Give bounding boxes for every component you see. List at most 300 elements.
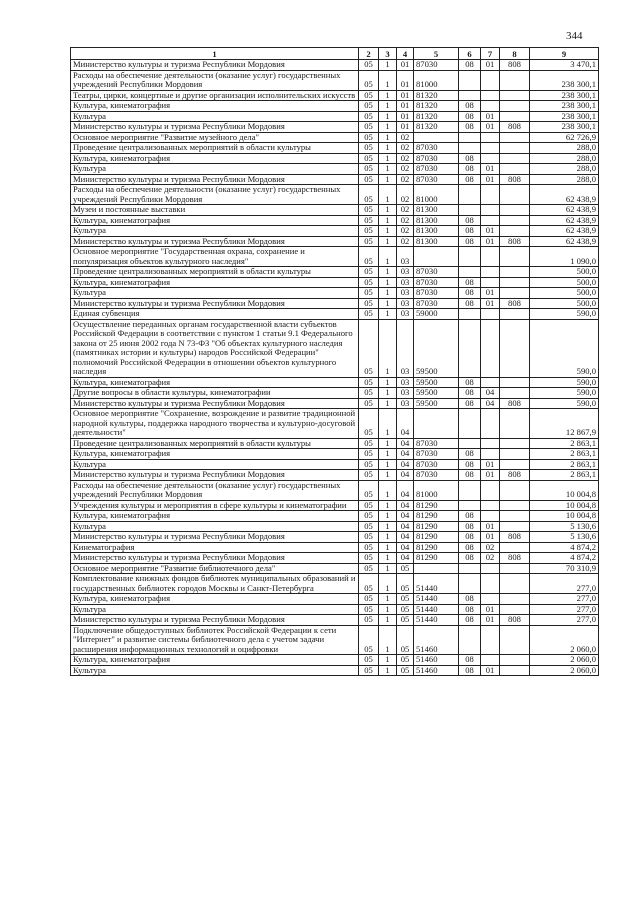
- row-code-8: [500, 111, 530, 122]
- row-name: Культура: [71, 521, 359, 532]
- row-code-8: [500, 288, 530, 299]
- row-code-7: [481, 511, 500, 522]
- row-amount: 500,0: [530, 277, 599, 288]
- row-code-4: 04: [397, 500, 414, 511]
- row-code-2: 05: [359, 655, 379, 666]
- row-code-6: 08: [459, 164, 481, 175]
- row-amount: 62 726,9: [530, 132, 599, 143]
- row-code-2: 05: [359, 122, 379, 133]
- row-code-7: 01: [481, 298, 500, 309]
- row-code-7: [481, 132, 500, 143]
- row-code-5: 81000: [414, 480, 459, 500]
- table-row: [71, 309, 599, 320]
- row-code-5: 59500: [414, 377, 459, 388]
- row-code-8: [500, 90, 530, 101]
- row-code-8: [500, 563, 530, 574]
- row-code-6: 08: [459, 553, 481, 564]
- row-code-2: 05: [359, 409, 379, 439]
- row-code-3: 1: [379, 449, 397, 460]
- row-code-8: 808: [500, 615, 530, 626]
- row-code-4: 05: [397, 665, 414, 676]
- row-name: Театры, цирки, концертные и другие организации исполнительских искусств: [71, 90, 359, 101]
- row-code-7: [481, 438, 500, 449]
- row-name: Культура: [71, 226, 359, 237]
- row-code-8: [500, 132, 530, 143]
- row-code-7: [481, 500, 500, 511]
- row-code-8: [500, 574, 530, 594]
- row-code-3: 1: [379, 143, 397, 154]
- row-code-2: 05: [359, 215, 379, 226]
- row-code-8: [500, 594, 530, 605]
- row-code-6: [459, 319, 481, 377]
- row-code-4: 03: [397, 267, 414, 278]
- row-name: Культура: [71, 459, 359, 470]
- row-code-4: 01: [397, 60, 414, 71]
- row-name: Кинематография: [71, 542, 359, 553]
- row-code-3: 1: [379, 205, 397, 216]
- row-code-4: 03: [397, 288, 414, 299]
- table-row: [71, 665, 599, 676]
- row-code-6: 08: [459, 277, 481, 288]
- header-row: [71, 48, 599, 60]
- row-name: Культура, кинематография: [71, 449, 359, 460]
- row-amount: 4 874,2: [530, 553, 599, 564]
- row-code-2: 05: [359, 388, 379, 399]
- row-code-5: 87030: [414, 60, 459, 71]
- row-code-2: 05: [359, 665, 379, 676]
- row-code-8: [500, 185, 530, 205]
- row-code-2: 05: [359, 553, 379, 564]
- row-code-4: 03: [397, 319, 414, 377]
- column-header: 4: [397, 48, 414, 60]
- row-name: Единая субвенция: [71, 309, 359, 320]
- row-code-7: [481, 625, 500, 655]
- table-row: [71, 205, 599, 216]
- row-code-2: 05: [359, 70, 379, 90]
- table-row: [71, 70, 599, 90]
- row-code-3: 1: [379, 553, 397, 564]
- row-code-4: 02: [397, 236, 414, 247]
- row-code-4: 04: [397, 511, 414, 522]
- row-name: Культура, кинематография: [71, 594, 359, 605]
- row-amount: 62 438,9: [530, 215, 599, 226]
- row-code-5: 59000: [414, 309, 459, 320]
- table-row: [71, 655, 599, 666]
- row-code-8: [500, 309, 530, 320]
- row-code-5: 87030: [414, 288, 459, 299]
- row-code-7: 01: [481, 122, 500, 133]
- row-code-6: 08: [459, 153, 481, 164]
- row-code-2: 05: [359, 521, 379, 532]
- row-amount: 590,0: [530, 319, 599, 377]
- row-code-7: [481, 594, 500, 605]
- row-code-7: [481, 563, 500, 574]
- row-code-2: 05: [359, 574, 379, 594]
- row-code-4: 02: [397, 143, 414, 154]
- row-code-5: 81000: [414, 185, 459, 205]
- row-code-7: [481, 143, 500, 154]
- row-name: Культура, кинематография: [71, 215, 359, 226]
- table-row: [71, 153, 599, 164]
- row-name: Министерство культуры и туризма Республики Мордовия: [71, 615, 359, 626]
- row-code-7: [481, 247, 500, 267]
- table-row: [71, 398, 599, 409]
- row-code-8: [500, 377, 530, 388]
- row-code-6: 08: [459, 470, 481, 481]
- row-code-3: 1: [379, 563, 397, 574]
- row-code-2: 05: [359, 288, 379, 299]
- row-code-4: 05: [397, 625, 414, 655]
- row-name: Культура, кинематография: [71, 377, 359, 388]
- row-code-5: 81290: [414, 542, 459, 553]
- row-code-3: 1: [379, 185, 397, 205]
- row-code-2: 05: [359, 480, 379, 500]
- row-name: Культура: [71, 604, 359, 615]
- row-code-2: 05: [359, 604, 379, 615]
- row-code-5: [414, 563, 459, 574]
- row-code-8: [500, 388, 530, 399]
- row-code-4: 04: [397, 449, 414, 460]
- row-code-6: 08: [459, 521, 481, 532]
- row-code-2: 05: [359, 298, 379, 309]
- row-code-3: 1: [379, 470, 397, 481]
- row-code-3: 1: [379, 122, 397, 133]
- table-row: [71, 521, 599, 532]
- row-code-7: 01: [481, 521, 500, 532]
- row-name: Другие вопросы в области культуры, кинематографии: [71, 388, 359, 399]
- table-row: [71, 594, 599, 605]
- row-code-2: 05: [359, 470, 379, 481]
- row-code-5: 87030: [414, 470, 459, 481]
- column-header: 8: [500, 48, 530, 60]
- row-amount: 238 300,1: [530, 111, 599, 122]
- column-header: 9: [530, 48, 599, 60]
- table-row: [71, 500, 599, 511]
- row-code-8: 808: [500, 532, 530, 543]
- row-name: Подключение общедоступных библиотек Российской Федерации к сети "Интернет" и развитие системы библиотечного дела с учетом задачи расширения информационных технологий и оцифровки: [71, 625, 359, 655]
- row-amount: 590,0: [530, 398, 599, 409]
- row-amount: 70 310,9: [530, 563, 599, 574]
- row-amount: 500,0: [530, 267, 599, 278]
- row-name: Основное мероприятие "Государственная охрана, сохранение и популяризация объектов культурного наследия": [71, 247, 359, 267]
- column-header: 6: [459, 48, 481, 60]
- row-code-7: 01: [481, 604, 500, 615]
- table-row: [71, 470, 599, 481]
- row-code-2: 05: [359, 532, 379, 543]
- row-name: Осуществление переданных органам государственной власти субъектов Российской Федерации в соответствии с пунктом 1 статьи 9.1 Федерального закона от 25 июня 2002 года N 73-ФЗ "Об объектах культурного наследия (памятниках истории и культуры) народов Российской Федерации" полномочий Российской Федерации в отношении объектов культурного наследия: [71, 319, 359, 377]
- row-code-5: 81290: [414, 511, 459, 522]
- row-code-3: 1: [379, 500, 397, 511]
- row-code-3: 1: [379, 594, 397, 605]
- table-row: [71, 236, 599, 247]
- table-row: [71, 459, 599, 470]
- row-code-7: 01: [481, 459, 500, 470]
- row-code-2: 05: [359, 247, 379, 267]
- row-code-3: 1: [379, 90, 397, 101]
- row-code-6: 08: [459, 236, 481, 247]
- row-code-5: 87030: [414, 459, 459, 470]
- row-code-6: [459, 438, 481, 449]
- row-name: Культура: [71, 288, 359, 299]
- row-code-7: [481, 70, 500, 90]
- row-code-5: 59500: [414, 398, 459, 409]
- row-code-5: 81290: [414, 532, 459, 543]
- row-amount: 2 863,1: [530, 438, 599, 449]
- row-code-6: [459, 132, 481, 143]
- row-code-3: 1: [379, 101, 397, 112]
- row-name: Министерство культуры и туризма Республики Мордовия: [71, 174, 359, 185]
- row-name: Министерство культуры и туризма Республики Мордовия: [71, 60, 359, 71]
- row-code-5: 81000: [414, 70, 459, 90]
- row-code-3: 1: [379, 409, 397, 439]
- row-code-3: 1: [379, 625, 397, 655]
- row-code-2: 05: [359, 60, 379, 71]
- row-code-5: 81300: [414, 236, 459, 247]
- table-row: [71, 480, 599, 500]
- row-amount: 5 130,6: [530, 532, 599, 543]
- row-code-7: [481, 267, 500, 278]
- row-code-8: 808: [500, 60, 530, 71]
- table-row: [71, 563, 599, 574]
- row-code-5: 81300: [414, 226, 459, 237]
- row-code-8: [500, 604, 530, 615]
- row-code-8: [500, 511, 530, 522]
- row-code-2: 05: [359, 511, 379, 522]
- row-code-7: 01: [481, 665, 500, 676]
- row-code-2: 05: [359, 500, 379, 511]
- row-code-6: 08: [459, 215, 481, 226]
- row-amount: 238 300,1: [530, 70, 599, 90]
- row-code-7: 01: [481, 236, 500, 247]
- row-code-5: 81320: [414, 101, 459, 112]
- row-code-8: 808: [500, 470, 530, 481]
- row-code-2: 05: [359, 459, 379, 470]
- table-row: [71, 553, 599, 564]
- row-code-8: 808: [500, 298, 530, 309]
- table-row: [71, 319, 599, 377]
- table-row: [71, 511, 599, 522]
- table-row: [71, 277, 599, 288]
- row-name: Министерство культуры и туризма Республики Мордовия: [71, 532, 359, 543]
- row-code-7: [481, 309, 500, 320]
- row-amount: 500,0: [530, 298, 599, 309]
- table-row: [71, 174, 599, 185]
- row-code-6: [459, 143, 481, 154]
- row-code-3: 1: [379, 655, 397, 666]
- row-code-5: 81290: [414, 553, 459, 564]
- row-name: Основное мероприятие "Сохранение, возрождение и развитие традиционной народной культуры, поддержка народного творчества и культурно-досуговой деятельности": [71, 409, 359, 439]
- row-code-5: 81290: [414, 500, 459, 511]
- row-code-8: [500, 521, 530, 532]
- row-code-6: 08: [459, 665, 481, 676]
- page-number: 344: [566, 30, 583, 42]
- row-code-2: 05: [359, 226, 379, 237]
- row-amount: 3 470,1: [530, 60, 599, 71]
- row-code-3: 1: [379, 511, 397, 522]
- row-code-6: 08: [459, 298, 481, 309]
- row-amount: 500,0: [530, 288, 599, 299]
- row-code-8: [500, 480, 530, 500]
- row-code-4: 02: [397, 153, 414, 164]
- row-amount: 288,0: [530, 174, 599, 185]
- row-amount: 2 060,0: [530, 655, 599, 666]
- row-code-4: 05: [397, 615, 414, 626]
- row-code-3: 1: [379, 615, 397, 626]
- row-code-6: [459, 247, 481, 267]
- table-row: [71, 132, 599, 143]
- row-code-6: [459, 409, 481, 439]
- row-code-4: 04: [397, 532, 414, 543]
- row-code-7: 01: [481, 226, 500, 237]
- row-code-2: 05: [359, 174, 379, 185]
- row-name: Расходы на обеспечение деятельности (оказание услуг) государственных учреждений Республики Мордовия: [71, 70, 359, 90]
- row-code-3: 1: [379, 153, 397, 164]
- row-code-5: [414, 409, 459, 439]
- row-code-4: 03: [397, 247, 414, 267]
- row-code-3: 1: [379, 438, 397, 449]
- row-name: Проведение централизованных мероприятий в области культуры: [71, 143, 359, 154]
- row-amount: 10 004,8: [530, 511, 599, 522]
- row-code-4: 01: [397, 101, 414, 112]
- row-code-8: [500, 153, 530, 164]
- row-code-2: 05: [359, 615, 379, 626]
- row-amount: 1 090,0: [530, 247, 599, 267]
- row-code-6: [459, 90, 481, 101]
- row-code-5: 87030: [414, 164, 459, 175]
- row-amount: 277,0: [530, 604, 599, 615]
- column-header: 3: [379, 48, 397, 60]
- row-code-6: 08: [459, 532, 481, 543]
- row-name: Комплектование книжных фондов библиотек муниципальных образований и государственных библиотек городов Москвы и Санкт-Петербурга: [71, 574, 359, 594]
- row-code-7: [481, 205, 500, 216]
- row-name: Министерство культуры и туризма Республики Мордовия: [71, 236, 359, 247]
- row-code-4: 03: [397, 309, 414, 320]
- row-code-4: 02: [397, 205, 414, 216]
- row-code-4: 03: [397, 388, 414, 399]
- row-code-5: 59500: [414, 388, 459, 399]
- row-code-2: 05: [359, 277, 379, 288]
- row-code-3: 1: [379, 480, 397, 500]
- row-code-5: [414, 132, 459, 143]
- row-code-8: [500, 205, 530, 216]
- row-code-2: 05: [359, 205, 379, 216]
- row-code-7: 02: [481, 553, 500, 564]
- row-code-2: 05: [359, 90, 379, 101]
- table-row: [71, 377, 599, 388]
- row-code-3: 1: [379, 319, 397, 377]
- row-code-3: 1: [379, 521, 397, 532]
- row-code-8: [500, 215, 530, 226]
- row-code-7: [481, 377, 500, 388]
- row-code-5: 81320: [414, 122, 459, 133]
- row-code-2: 05: [359, 542, 379, 553]
- row-code-3: 1: [379, 398, 397, 409]
- row-code-6: [459, 205, 481, 216]
- table-row: [71, 164, 599, 175]
- row-code-7: [481, 101, 500, 112]
- row-code-8: [500, 101, 530, 112]
- row-code-4: 04: [397, 553, 414, 564]
- row-code-4: 02: [397, 185, 414, 205]
- row-code-8: [500, 625, 530, 655]
- row-amount: 277,0: [530, 615, 599, 626]
- row-code-4: 05: [397, 594, 414, 605]
- row-code-2: 05: [359, 267, 379, 278]
- row-amount: 62 438,9: [530, 205, 599, 216]
- row-code-7: 01: [481, 60, 500, 71]
- row-code-3: 1: [379, 132, 397, 143]
- row-code-7: 01: [481, 288, 500, 299]
- table-row: [71, 574, 599, 594]
- row-code-6: [459, 267, 481, 278]
- row-code-2: 05: [359, 438, 379, 449]
- row-code-7: 02: [481, 542, 500, 553]
- row-code-4: 05: [397, 574, 414, 594]
- row-code-4: 04: [397, 438, 414, 449]
- row-code-5: 87030: [414, 143, 459, 154]
- row-code-3: 1: [379, 665, 397, 676]
- row-code-4: 01: [397, 90, 414, 101]
- table-row: [71, 449, 599, 460]
- row-amount: 238 300,1: [530, 101, 599, 112]
- table-row: [71, 298, 599, 309]
- table-row: [71, 185, 599, 205]
- row-code-6: 08: [459, 449, 481, 460]
- row-code-7: 04: [481, 388, 500, 399]
- row-code-4: 01: [397, 122, 414, 133]
- row-code-4: 04: [397, 409, 414, 439]
- row-code-8: [500, 277, 530, 288]
- row-code-2: 05: [359, 563, 379, 574]
- row-code-4: 03: [397, 277, 414, 288]
- table-row: [71, 388, 599, 399]
- row-code-2: 05: [359, 111, 379, 122]
- row-name: Музеи и постоянные выставки: [71, 205, 359, 216]
- table-row: [71, 215, 599, 226]
- row-code-6: [459, 563, 481, 574]
- row-code-8: [500, 449, 530, 460]
- row-amount: 590,0: [530, 388, 599, 399]
- table-row: [71, 111, 599, 122]
- row-code-4: 04: [397, 459, 414, 470]
- column-header: 2: [359, 48, 379, 60]
- row-amount: 277,0: [530, 594, 599, 605]
- row-code-5: 51440: [414, 574, 459, 594]
- row-code-5: 51440: [414, 594, 459, 605]
- row-code-8: [500, 500, 530, 511]
- row-code-5: 81320: [414, 90, 459, 101]
- row-code-3: 1: [379, 459, 397, 470]
- row-code-3: 1: [379, 267, 397, 278]
- row-code-2: 05: [359, 398, 379, 409]
- row-code-6: 08: [459, 60, 481, 71]
- row-amount: 2 060,0: [530, 665, 599, 676]
- row-code-6: 08: [459, 377, 481, 388]
- row-amount: 5 130,6: [530, 521, 599, 532]
- row-code-2: 05: [359, 236, 379, 247]
- row-name: Культура, кинематография: [71, 277, 359, 288]
- column-header: 5: [414, 48, 459, 60]
- row-code-7: [481, 574, 500, 594]
- row-code-5: 87030: [414, 267, 459, 278]
- row-code-6: 08: [459, 542, 481, 553]
- table-row: [71, 226, 599, 237]
- row-code-4: 04: [397, 542, 414, 553]
- table-row: [71, 625, 599, 655]
- table-row: [71, 122, 599, 133]
- row-code-3: 1: [379, 377, 397, 388]
- row-code-4: 01: [397, 111, 414, 122]
